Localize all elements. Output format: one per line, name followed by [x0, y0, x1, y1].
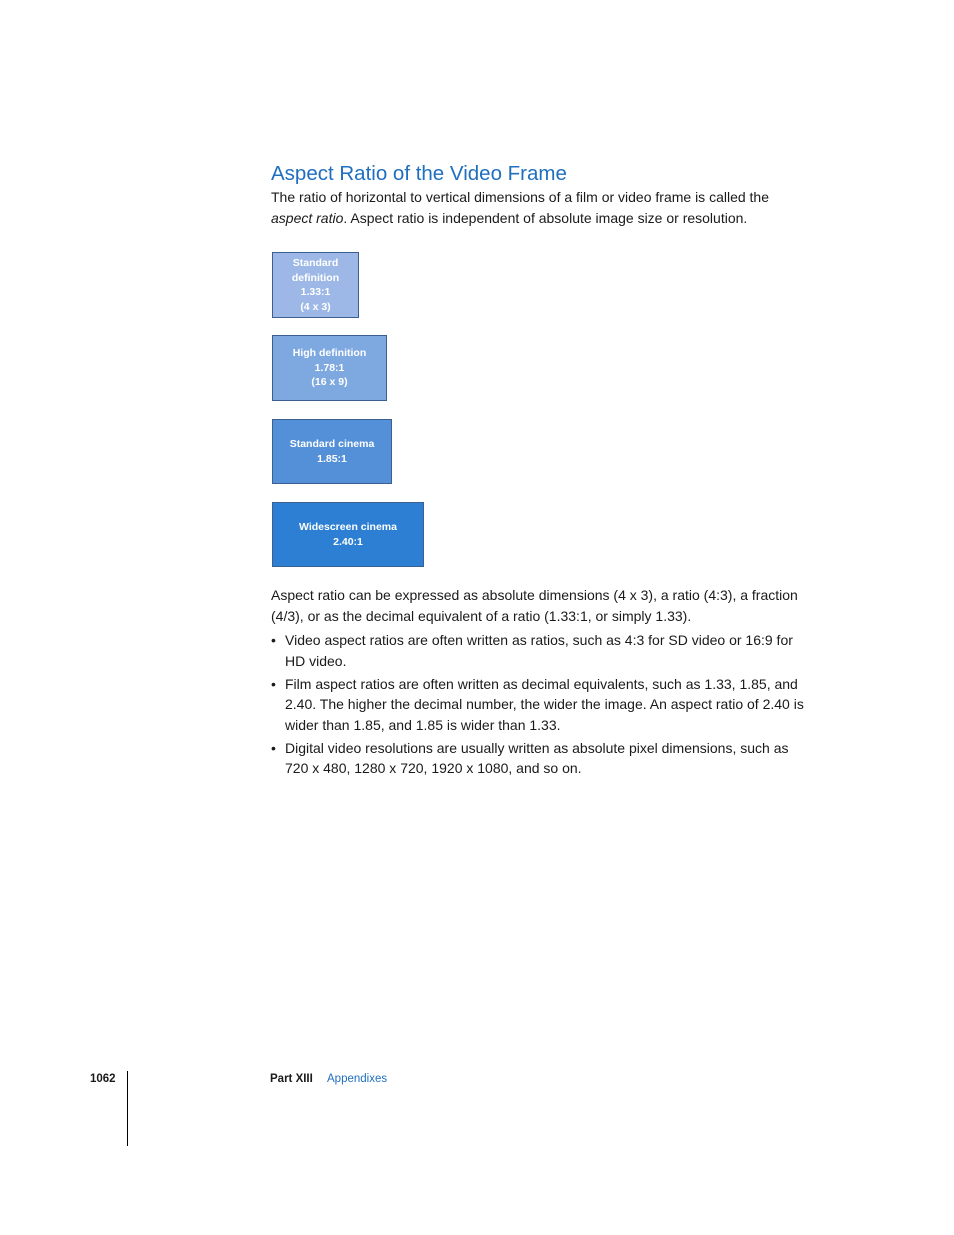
- widescreen-cinema-frame: [272, 502, 424, 567]
- frame-dimensions: (4 x 3): [300, 300, 331, 313]
- intro-text-start: The ratio of horizontal to vertical dimensions of a film or video frame is called the: [271, 189, 770, 205]
- list-item-text: Digital video resolutions are usually written as absolute pixel dimensions, such as 720 x 480, 1280 x 720, 1920 x 1080, and so on.: [285, 739, 789, 776]
- standard-definition-frame: [272, 252, 359, 318]
- list-item: [271, 630, 811, 671]
- frame-label: Standard: [292, 257, 339, 269]
- frame-label: Standard cinema: [289, 438, 375, 450]
- frame-label: Widescreen cinema: [299, 521, 397, 533]
- part-label: Part XIII: [270, 1073, 313, 1085]
- bullet-glyph: •: [271, 739, 276, 756]
- frame-label: definition: [291, 271, 340, 284]
- body-paragraph: Aspect ratio can be expressed as absolute dimensions (4 x 3), a ratio (4:3), a fraction (4/3), or as the decimal equivalent of a ratio (1.33:1, or simply 1.33).: [271, 587, 798, 624]
- frame-ratio: 2.40:1: [333, 535, 363, 548]
- list-item: [271, 674, 811, 736]
- list-item: [271, 738, 811, 779]
- frame-ratio: 1.85:1: [317, 452, 347, 465]
- frame-label: High definition: [292, 347, 367, 360]
- high-definition-frame: [272, 335, 387, 401]
- bullet-glyph: •: [271, 675, 276, 692]
- aspect-ratio-term: aspect ratio: [271, 209, 344, 226]
- frame-ratio: 1.78:1: [314, 361, 345, 374]
- list-item-text: Video aspect ratios are often written as ratios, such as 4:3 for SD video or 16:9 for HD video.: [285, 632, 793, 669]
- footer-divider: [127, 1071, 128, 1146]
- bullet-list: [271, 630, 811, 781]
- intro-paragraph: [271, 187, 811, 228]
- frame-ratio: 1.33:1: [300, 286, 331, 298]
- list-item-text: Film aspect ratios are often written as decimal equivalents, such as 1.33, 1.85, and 2.40. The higher the decimal number, the wider the image. An aspect ratio of 2.40 is wider than 1.85, and 1.85 is wider than 1.33.: [285, 675, 804, 733]
- part-name-link[interactable]: Appendixes: [327, 1073, 388, 1085]
- section-heading: Aspect Ratio of the Video Frame: [271, 162, 567, 185]
- page-number: 1062: [90, 1073, 116, 1085]
- intro-text-end: . Aspect ratio is independent of absolute image size or resolution.: [343, 209, 748, 226]
- frame-dimensions: (16 x 9): [311, 376, 348, 389]
- bullet-glyph: •: [271, 632, 276, 648]
- standard-cinema-frame: [272, 419, 392, 484]
